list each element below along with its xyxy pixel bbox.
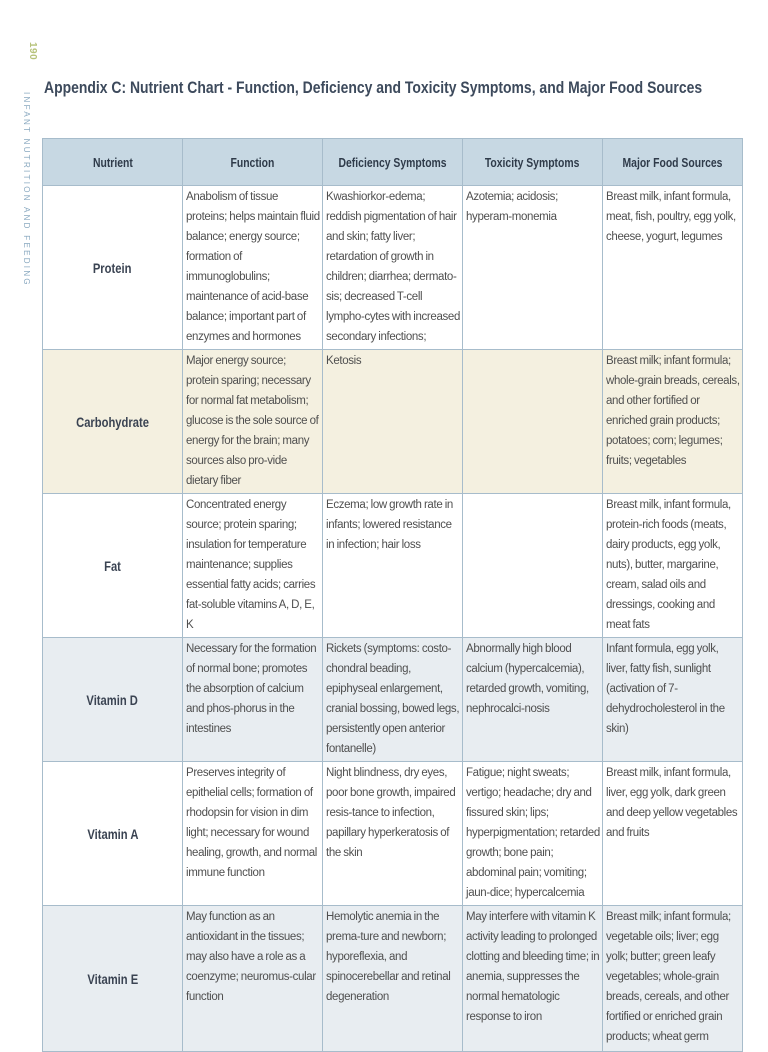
function-cell: May function as an antioxidant in the tissues; may also have a role as a coenzyme; neuromus-cular function xyxy=(183,906,323,1052)
deficiency-cell: Hemolytic anemia in the prema-ture and newborn; hyporeflexia, and spinocerebellar and retinal degeneration xyxy=(323,906,463,1052)
food-sources-cell: Breast milk; infant formula; vegetable oils; liver; egg yolk; butter; green leafy vegetables; whole-grain breads, cereals, and other fortified or enriched grain products; wheat germ xyxy=(603,906,743,1052)
function-cell: Necessary for the formation of normal bone; promotes the absorption of calcium and phos-phorus in the intestines xyxy=(183,638,323,762)
food-sources-cell: Breast milk, infant formula, protein-rich foods (meats, dairy products, egg yolk, nuts), butter, margarine, cream, salad oils and dressings, cooking and meat fats xyxy=(603,494,743,638)
food-sources-cell: Breast milk, infant formula, meat, fish, poultry, egg yolk, cheese, yogurt, legumes xyxy=(603,186,743,350)
function-cell: Anabolism of tissue proteins; helps maintain fluid balance; energy source; formation of immunoglobulins; maintenance of acid-base balance; important part of enzymes and hormones xyxy=(183,186,323,350)
food-sources-cell: Infant formula, egg yolk, liver, fatty fish, sunlight (activation of 7-dehydrocholesterol in the skin) xyxy=(603,638,743,762)
toxicity-cell: Azotemia; acidosis; hyperam-monemia xyxy=(463,186,603,350)
deficiency-cell: Rickets (symptoms: costo-chondral beading, epiphyseal enlargement, cranial bossing, bowed legs, persistently open anterior fontanelle) xyxy=(323,638,463,762)
function-cell: Concentrated energy source; protein sparing; insulation for temperature maintenance; supplies essential fatty acids; carries fat-soluble vitamins A, D, E, K xyxy=(183,494,323,638)
nutrient-name: Vitamin E xyxy=(43,906,183,1052)
table-row-vitamin-e xyxy=(43,906,743,1052)
toxicity-cell xyxy=(463,350,603,494)
function-cell: Major energy source; protein sparing; necessary for normal fat metabolism; glucose is the sole source of energy for the brain; many sources also pro-vide dietary fiber xyxy=(183,350,323,494)
deficiency-cell: Ketosis xyxy=(323,350,463,494)
table-row-vitamin-d xyxy=(43,638,743,762)
food-sources-cell: Breast milk; infant formula; whole-grain breads, cereals, and other fortified or enriched grain products; potatoes; corn; legumes; fruits; vegetables xyxy=(603,350,743,494)
toxicity-cell: May interfere with vitamin K activity leading to prolonged clotting and bleeding time; in anemia, suppresses the normal hematologic response to iron xyxy=(463,906,603,1052)
nutrient-name: Fat xyxy=(43,494,183,638)
food-sources-cell: Breast milk, infant formula, liver, egg yolk, dark green and deep yellow vegetables and fruits xyxy=(603,762,743,906)
table-row-protein xyxy=(43,186,743,350)
page-title: Appendix C: Nutrient Chart - Function, Deficiency and Toxicity Symptoms, and Major Food Sources xyxy=(44,78,703,97)
deficiency-cell: Kwashiorkor-edema; reddish pigmentation of hair and skin; fatty liver; retardation of growth in children; diarrhea; dermato-sis; decreased T-cell lympho-cytes with increased secondary infections; xyxy=(323,186,463,350)
header-deficiency: Deficiency Symptoms xyxy=(323,139,463,186)
nutrient-name: Vitamin A xyxy=(43,762,183,906)
nutrient-name: Carbohydrate xyxy=(43,350,183,494)
header-nutrient: Nutrient xyxy=(43,139,183,186)
toxicity-cell: Fatigue; night sweats; vertigo; headache; dry and fissured skin; lips; hyperpigmentation; retarded growth; bone pain; abdominal pain; vomiting; jaun-dice; hypercalcemia xyxy=(463,762,603,906)
header-food-sources: Major Food Sources xyxy=(603,139,743,186)
header-toxicity: Toxicity Symptoms xyxy=(463,139,603,186)
toxicity-cell xyxy=(463,494,603,638)
page-number: 190 xyxy=(27,42,38,61)
running-head: INFANT NUTRITION AND FEEDING xyxy=(22,92,31,287)
nutrient-name: Protein xyxy=(43,186,183,350)
nutrient-chart-table xyxy=(42,138,743,1052)
function-cell: Preserves integrity of epithelial cells; formation of rhodopsin for vision in dim light; necessary for wound healing, growth, and normal immune function xyxy=(183,762,323,906)
nutrient-name: Vitamin D xyxy=(43,638,183,762)
table-row-carbohydrate xyxy=(43,350,743,494)
table-row-fat xyxy=(43,494,743,638)
header-function: Function xyxy=(183,139,323,186)
deficiency-cell: Eczema; low growth rate in infants; lowered resistance in infection; hair loss xyxy=(323,494,463,638)
deficiency-cell: Night blindness, dry eyes, poor bone growth, impaired resis-tance to infection, papillary hyperkeratosis of the skin xyxy=(323,762,463,906)
table-row-vitamin-a xyxy=(43,762,743,906)
table-header-row xyxy=(43,139,743,186)
toxicity-cell: Abnormally high blood calcium (hypercalcemia), retarded growth, vomiting, nephrocalci-nosis xyxy=(463,638,603,762)
